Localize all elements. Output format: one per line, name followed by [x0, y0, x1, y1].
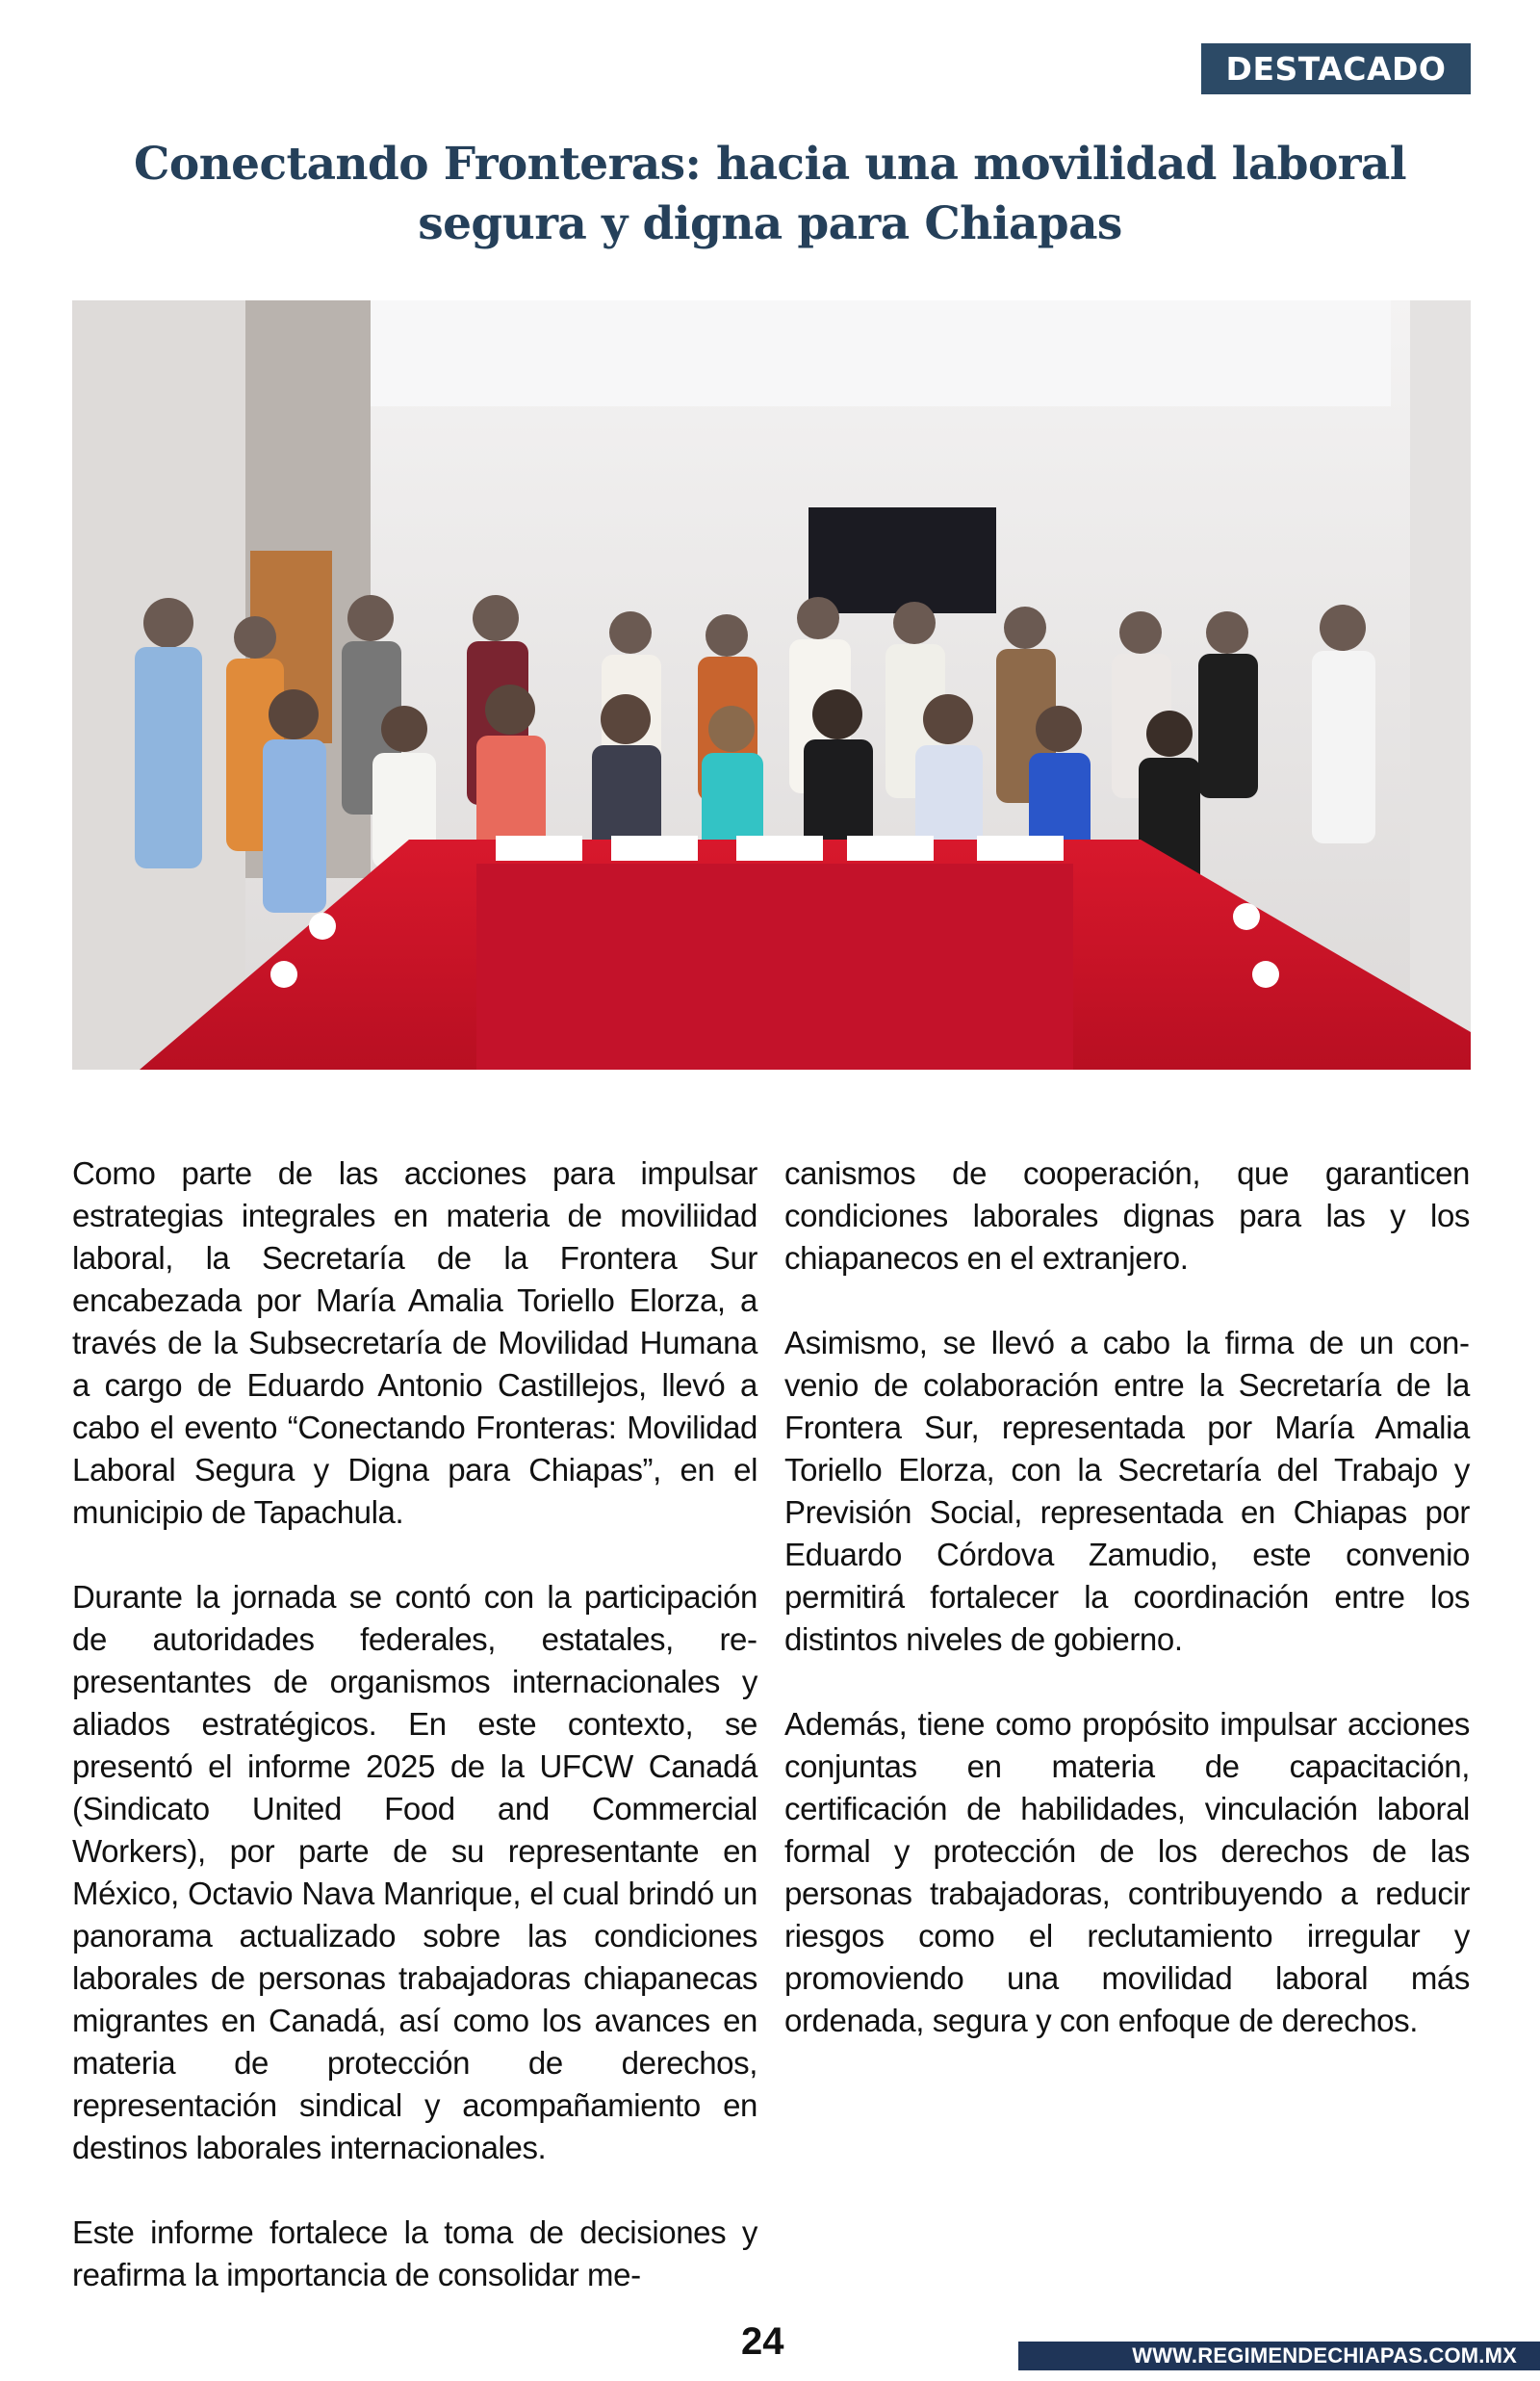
article-column-left	[72, 1152, 757, 2339]
name-cards	[496, 836, 1064, 861]
website-footer-link[interactable]	[1018, 2342, 1540, 2370]
paragraph: Asimismo, se llevó a cabo la firma de un convenio de colaboración entre la Secretaría de la Frontera Sur, representada por María Amalia Toriello Elorza, con la Secretaría del Trabajo y Previsión Social, representada en Chiapas por Eduardo Córdova Zamudio, este convenio permitirá fortalecer la coordinación entre los distintos niveles de gobierno.	[784, 1325, 1470, 1657]
paragraph: Además, tiene como propósito impulsar acciones conjuntas en materia de capacitación, certificación de habilidades, vinculación laboral formal y protección de los derechos de las personas trabajadoras, contribuyendo a reducir riesgos como el reclutamiento irregular y promoviendo una movilidad laboral más ordenada, segura y con enfoque de derechos.	[784, 1706, 1470, 2038]
page-number: 24	[741, 2320, 784, 2363]
article-column-right	[784, 1152, 1470, 2084]
website-url[interactable]: WWW.REGIMENDECHIAPAS.COM.MX	[1132, 2343, 1517, 2368]
paragraph: Este informe fortalece la toma de decisiones y reafirma la importancia de consolidar me-	[72, 2214, 757, 2292]
paragraph: Como parte de las acciones para impulsar estrategias integrales en materia de moviliidad laboral, la Secretaría de la Frontera Sur encabezada por María Amalia Toriello Elorza, a través de la Subsecretaría de Movilidad Humana a cargo de Eduardo Antonio Castillejos, llevó a cabo el evento “Conectando Fronteras: Movilidad Laboral Segura y Digna para Chiapas”, en el municipio de Tapachula.	[72, 1155, 757, 1530]
group-photo-illustration	[72, 300, 1471, 1070]
ceiling	[207, 300, 1391, 406]
table-skirt	[476, 864, 1073, 1070]
paragraph: Durante la jornada se contó con la participación de autoridades federales, estatales, representantes de organismos internacionales y aliados estratégicos. En este contexto, se presentó el informe 2025 de la UFCW Canadá (Sindicato United Food and Commercial Workers), por parte de su representante en México, Octavio Nava Manrique, el cual brindó un panorama actualizado sobre las condiciones laborales de personas trabajadoras chiapanecas migrantes en Canadá, así como los avances en materia de protección de derechos, representación sindical y acompañamiento en destinos laborales internacionales.	[72, 1579, 757, 2165]
right-wall	[1410, 300, 1471, 1070]
article-photo	[72, 300, 1471, 1070]
section-badge: DESTACADO	[1201, 43, 1471, 94]
article-title: Conectando Fronteras: hacia una movilidad laboral segura y digna para Chiapas	[134, 138, 1406, 250]
wall-screen	[808, 507, 996, 613]
paragraph: canismos de cooperación, que garanticen condiciones laborales dignas para las y los chiapanecos en el extranjero.	[784, 1155, 1470, 1276]
